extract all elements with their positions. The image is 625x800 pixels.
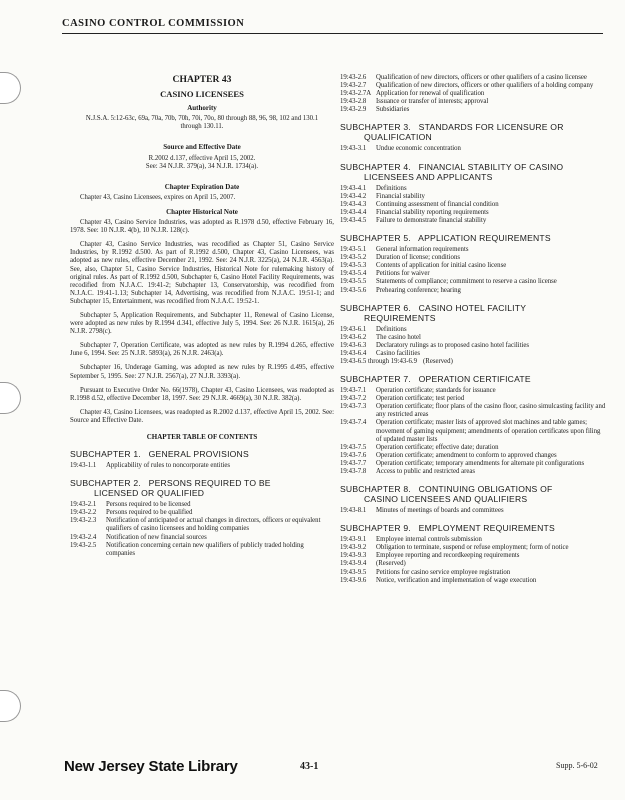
section-title: Definitions (376, 184, 407, 192)
toc-entry (340, 350, 606, 358)
toc-entry (70, 534, 334, 542)
section-number: 19:43-2.6 (340, 74, 367, 81)
expiration-text: Chapter 43, Casino Licensees, expires on April 15, 2007. (80, 193, 236, 201)
toc-entry (70, 462, 334, 470)
toc-entry (340, 254, 606, 262)
subchapter-heading (340, 122, 606, 142)
source-text-1: R.2002 d.137, effective April 15, 2002. (148, 154, 256, 162)
subchapter-heading (70, 478, 334, 498)
section-title: Minutes of meetings of boards and committees (376, 507, 504, 515)
toc-entry (340, 90, 606, 98)
section-title: Employee internal controls submission (376, 536, 482, 544)
subchapter-heading-line1: SUBCHAPTER 5. APPLICATION REQUIREMENTS (340, 233, 551, 244)
section-number: 19:43-5.1 (340, 246, 367, 254)
subchapter-heading (340, 303, 606, 323)
toc-entry (340, 560, 606, 568)
subchapter (340, 233, 606, 295)
toc-entry (340, 536, 606, 544)
subchapter-heading-line2: LICENSEES AND APPLICANTS (364, 171, 493, 182)
subchapter-heading (340, 484, 606, 504)
section-title: Financial stability (376, 192, 425, 200)
section-number: 19:43-9.1 (340, 536, 367, 544)
toc-entry (340, 201, 606, 209)
section-number: 19:43-6.5 through 19:43-6.9 (340, 357, 418, 365)
subchapter-heading-line1: SUBCHAPTER 1. GENERAL PROVISIONS (70, 449, 249, 460)
section-number: 19:43-4.2 (340, 192, 367, 200)
toc-entry (340, 403, 606, 419)
section-number: 19:43-9.3 (340, 552, 367, 560)
section-title: Notification of anticipated or actual changes in directors, officers or equivalent qualifiers of casino licensees and holding companies (106, 517, 321, 533)
section-title: General information requirements (376, 246, 469, 254)
toc-entry (340, 98, 606, 106)
section-number: 19:43-4.3 (340, 200, 367, 208)
toc-entry (340, 82, 606, 90)
history-paragraph: Subchapter 5, Application Requirements, and Subchapter 11, Renewal of Casino License, were adopted as new rules by R.1994 d.341, effective July 5, 1994. See: 26 N.J.R. 1615(a), 26 N.J.R. 2798(c). (70, 311, 334, 336)
section-number: 19:43-6.3 (340, 341, 367, 349)
section-title: Contents of application for initial casino license (376, 262, 507, 270)
toc-entry (340, 74, 606, 82)
right-toc (340, 122, 606, 584)
history-paragraph: Pursuant to Executive Order No. 66(1978), Chapter 43, Casino Licensees, was readopted as R.1998 d.52, effective December 18, 1997. See: 29 N.J.R. 4669(a), 30 N.J.R. 382(a). (70, 386, 334, 402)
toc-entry (340, 444, 606, 452)
section-number: 19:43-3.1 (340, 145, 367, 153)
subchapter (340, 523, 606, 585)
section-number: 19:43-7.4 (340, 419, 367, 427)
section-title: Access to public and restricted areas (376, 468, 476, 475)
section-number: 19:43-2.7 (340, 82, 367, 90)
section-title: Declaratory rulings as to proposed casino hotel facilities (376, 341, 530, 349)
section-number: 19:43-4.1 (340, 184, 367, 192)
toc-entry (340, 468, 606, 476)
toc-entry (340, 326, 606, 334)
toc-entry (340, 419, 606, 443)
section-title: Financial stability reporting requirements (376, 208, 489, 216)
toc-entry (340, 452, 606, 460)
section-title: Issuance or transfer of interests; approval (376, 98, 489, 106)
history-paragraph: Chapter 43, Casino Service Industries, was recodified as Chapter 51, Casino Service Industries, by R.1992 d.500. As part of R.1992 d.500, Chapter 43, Casino Licensees, was adopted as new rules, effective December 21, 1992. See: 24 N.J.R. 3225(a), 24 N.J.R. 4563(a). See, also, Chapter 51, Casino Service Industries, Historical Note for rulemaking history of original rules. As part of R.1992 d.500, Subchapter 6, Casino Hotel Facility Requirements, was recodified from N.J.A.C. 19:41-2; Subchapter 13, Conservatorship, was recodified from N.J.A.C. 19:41-1.13; Subchapter 14, Advertising, was recodified from N.J.A.C. 19:51-1; and Subchapter 15, Entertainment, was recodified from N.J.A.C. 19:52-1. (70, 241, 334, 305)
section-number: 19:43-2.2 (70, 509, 97, 517)
section-number: 19:43-2.3 (70, 517, 97, 525)
section-title: Petitions for casino service employee registration (376, 568, 511, 576)
section-title: Operation certificate; floor plans of the casino floor, casino simulcasting facility and any restricted areas (376, 403, 606, 419)
subchapter (340, 122, 606, 153)
section-title: Qualification of new directors, officers or other qualifiers of a holding company (376, 82, 594, 90)
right-column (340, 74, 606, 585)
section-number: 19:43-7.2 (340, 395, 367, 403)
section-number: 19:43-2.5 (70, 541, 97, 549)
toc-entry (340, 569, 606, 577)
toc-entry (340, 217, 606, 225)
chapter-number: CHAPTER 43 (172, 74, 232, 85)
section-number: 19:43-7.3 (340, 403, 367, 411)
toc-entry (340, 577, 606, 585)
section-title: Prehearing conference; hearing (376, 286, 461, 294)
subchapter (340, 303, 606, 366)
section-number: 19:43-6.2 (340, 333, 367, 341)
toc-entry (340, 552, 606, 560)
subchapter-heading-line1: SUBCHAPTER 4. FINANCIAL STABILITY OF CASINO (340, 161, 564, 172)
section-number: 19:43-2.9 (340, 106, 367, 114)
section-number: 19:43-7.7 (340, 459, 367, 467)
toc-entry (340, 262, 606, 270)
right-toc-continued (340, 74, 606, 114)
left-toc (70, 449, 334, 558)
toc-entry (340, 460, 606, 468)
history-heading: Chapter Historical Note (166, 207, 238, 216)
section-number: 19:43-9.5 (340, 568, 367, 576)
section-number: 19:43-8.1 (340, 507, 367, 515)
toc-entry (340, 342, 606, 350)
section-title: Operation certificate; temporary amendments for alternate pit configurations (376, 459, 585, 467)
header-rule (62, 33, 603, 34)
subchapter (340, 484, 606, 515)
toc-entry (340, 209, 606, 217)
toc-entry (340, 544, 606, 552)
subchapter-heading-line1: SUBCHAPTER 6. CASINO HOTEL FACILITY (340, 302, 527, 313)
source-text-2: See: 34 N.J.R. 379(a), 34 N.J.R. 1734(a). (145, 162, 259, 170)
source-heading: Source and Effective Date (163, 143, 241, 152)
toc-entry (340, 193, 606, 201)
toc-entry (340, 387, 606, 395)
page-number: 43-1 (300, 761, 319, 772)
section-number: 19:43-7.1 (340, 387, 367, 395)
section-number: 19:43-2.4 (70, 533, 97, 541)
section-title: Application for renewal of qualification (376, 90, 485, 98)
toc-entry (340, 507, 606, 515)
expiration-heading: Chapter Expiration Date (164, 182, 240, 191)
history-paragraph: Subchapter 7, Operation Certificate, was adopted as new rules by R.1994 d.265, effective June 6, 1994. See: 25 N.J.R. 5893(a), 26 N.J.R. 2463(a). (70, 342, 334, 358)
subchapter (70, 478, 334, 558)
running-head: CASINO CONTROL COMMISSION (62, 18, 245, 29)
history-paragraph: Chapter 43, Casino Service Industries, was adopted as R.1978 d.50, effective February 16, 1978. See: 10 N.J.R. 4(b), 10 N.J.R. 128(c). (70, 219, 334, 235)
subchapter-heading-line1: SUBCHAPTER 7. OPERATION CERTIFICATE (340, 374, 531, 385)
section-title: Undue economic concentration (376, 145, 461, 153)
section-title: Subsidiaries (376, 106, 410, 114)
section-title: (Reserved) (423, 357, 453, 365)
toc-entry (340, 334, 606, 342)
left-column (70, 74, 334, 558)
section-number: 19:43-1.1 (70, 462, 97, 470)
section-number: 19:43-7.5 (340, 443, 367, 451)
section-title: Statements of compliance; commitment to reserve a casino license (376, 278, 557, 286)
subchapter-heading (340, 523, 606, 533)
toc-entry (340, 145, 606, 153)
section-title: Employee reporting and recordkeeping requirements (376, 552, 520, 560)
authority-heading: Authority (187, 104, 217, 113)
section-title: Operation certificate; effective date; duration (376, 443, 499, 451)
section-number: 19:43-6.1 (340, 325, 367, 333)
punch-hole-middle (0, 382, 21, 414)
toc-entry (340, 358, 606, 366)
supplement-date: Supp. 5-6-02 (556, 761, 598, 770)
toc-entry (340, 287, 606, 295)
subchapter-heading-line2: QUALIFICATION (364, 132, 432, 143)
section-title: Notification of new financial sources (106, 533, 207, 541)
section-number: 19:43-7.8 (340, 468, 367, 475)
toc-entry (340, 278, 606, 286)
section-title: (Reserved) (376, 560, 406, 568)
section-title: Operation certificate; test period (376, 395, 465, 403)
section-title: Persons required to be licensed (106, 501, 191, 509)
toc-entry (340, 395, 606, 403)
section-title: Notice, verification and implementation of wage execution (376, 576, 537, 584)
authority-text: N.J.S.A. 5:12-63c, 69a, 70a, 70b, 70h, 70i, 70o, 80 through 88, 96, 98, 102 and 130.1 through 130.11. (85, 115, 319, 131)
history-notes (70, 219, 334, 425)
section-title: Persons required to be qualified (106, 509, 193, 517)
section-title: Continuing assessment of financial condition (376, 200, 499, 208)
section-number: 19:43-5.2 (340, 254, 367, 262)
section-title: Operation certificate; amendment to conform to approved changes (376, 451, 557, 459)
section-title: Notification concerning certain new qualifiers of publicly traded holding companies (106, 541, 304, 557)
section-number: 19:43-5.4 (340, 270, 367, 278)
subchapter-heading-line1: SUBCHAPTER 3. STANDARDS FOR LICENSURE OR (340, 122, 564, 133)
section-title: Qualification of new directors, officers or other qualifiers of a casino licensee (376, 74, 587, 81)
subchapter-heading-line2: REQUIREMENTS (364, 312, 436, 323)
subchapter (340, 374, 606, 476)
section-title: Operation certificate; standards for issuance (376, 387, 496, 395)
section-number: 19:43-9.2 (340, 544, 367, 552)
section-title: Applicability of rules to noncorporate entities (106, 462, 231, 470)
section-title: Duration of license; conditions (376, 254, 460, 262)
section-title: Failure to demonstrate financial stability (376, 216, 487, 224)
section-title: Operation certificate; master lists of approved slot machines and table games; movement of gaming equipment; amendments of operation certificates upon filing of updated master lists (376, 419, 601, 443)
punch-hole-top (0, 72, 21, 104)
section-number: 19:43-2.8 (340, 98, 367, 106)
toc-entry (340, 270, 606, 278)
section-number: 19:43-2.7A (340, 90, 372, 98)
section-number: 19:43-2.1 (70, 501, 97, 509)
section-title: Obligation to terminate, suspend or refuse employment; form of notice (376, 544, 569, 552)
section-number: 19:43-9.6 (340, 576, 367, 584)
section-number: 19:43-5.6 (340, 286, 367, 294)
section-number: 19:43-9.4 (340, 560, 367, 568)
subchapter-heading-line1: SUBCHAPTER 8. CONTINUING OBLIGATIONS OF (340, 484, 553, 495)
subchapter (340, 162, 606, 225)
toc-entry (340, 246, 606, 254)
section-number: 19:43-6.4 (340, 349, 367, 357)
library-stamp: New Jersey State Library (64, 758, 238, 775)
subchapter-heading (340, 233, 606, 243)
subchapter-heading (340, 374, 606, 384)
history-paragraph: Chapter 43, Casino Licensees, was readopted as R.2002 d.137, effective April 15, 2002. See: Source and Effective Date. (70, 408, 334, 424)
section-title: Petitions for waiver (376, 270, 430, 278)
punch-hole-bottom (0, 690, 21, 722)
section-title: Definitions (376, 325, 407, 333)
subchapter-heading-line1: SUBCHAPTER 9. EMPLOYMENT REQUIREMENTS (340, 523, 555, 534)
subchapter-heading (340, 162, 606, 182)
toc-entry (70, 542, 334, 558)
toc-entry (70, 517, 334, 533)
section-title: Casino facilities (376, 349, 420, 357)
subchapter-heading-line2: LICENSED OR QUALIFIED (94, 488, 205, 499)
section-number: 19:43-5.5 (340, 278, 367, 286)
subchapter-heading-line2: CASINO LICENSEES AND QUALIFIERS (364, 494, 528, 505)
toc-entry (340, 185, 606, 193)
section-number: 19:43-5.3 (340, 262, 367, 270)
section-number: 19:43-4.5 (340, 216, 367, 224)
toc-entry (70, 501, 334, 509)
section-title: The casino hotel (376, 333, 421, 341)
history-paragraph: Subchapter 16, Underage Gaming, was adopted as new rules by R.1995 d.495, effective September 5, 1995. See: 27 N.J.R. 2567(a), 27 N.J.R. 3393(a). (70, 364, 334, 380)
subchapter (70, 449, 334, 470)
subchapter-heading (70, 449, 334, 459)
section-number: 19:43-4.4 (340, 208, 367, 216)
toc-heading: CHAPTER TABLE OF CONTENTS (146, 433, 258, 441)
subchapter-heading-line1: SUBCHAPTER 2. PERSONS REQUIRED TO BE (70, 478, 271, 489)
toc-entry (70, 509, 334, 517)
toc-entry (340, 106, 606, 114)
chapter-title: CASINO LICENSEES (160, 89, 244, 100)
section-number: 19:43-7.6 (340, 451, 367, 459)
